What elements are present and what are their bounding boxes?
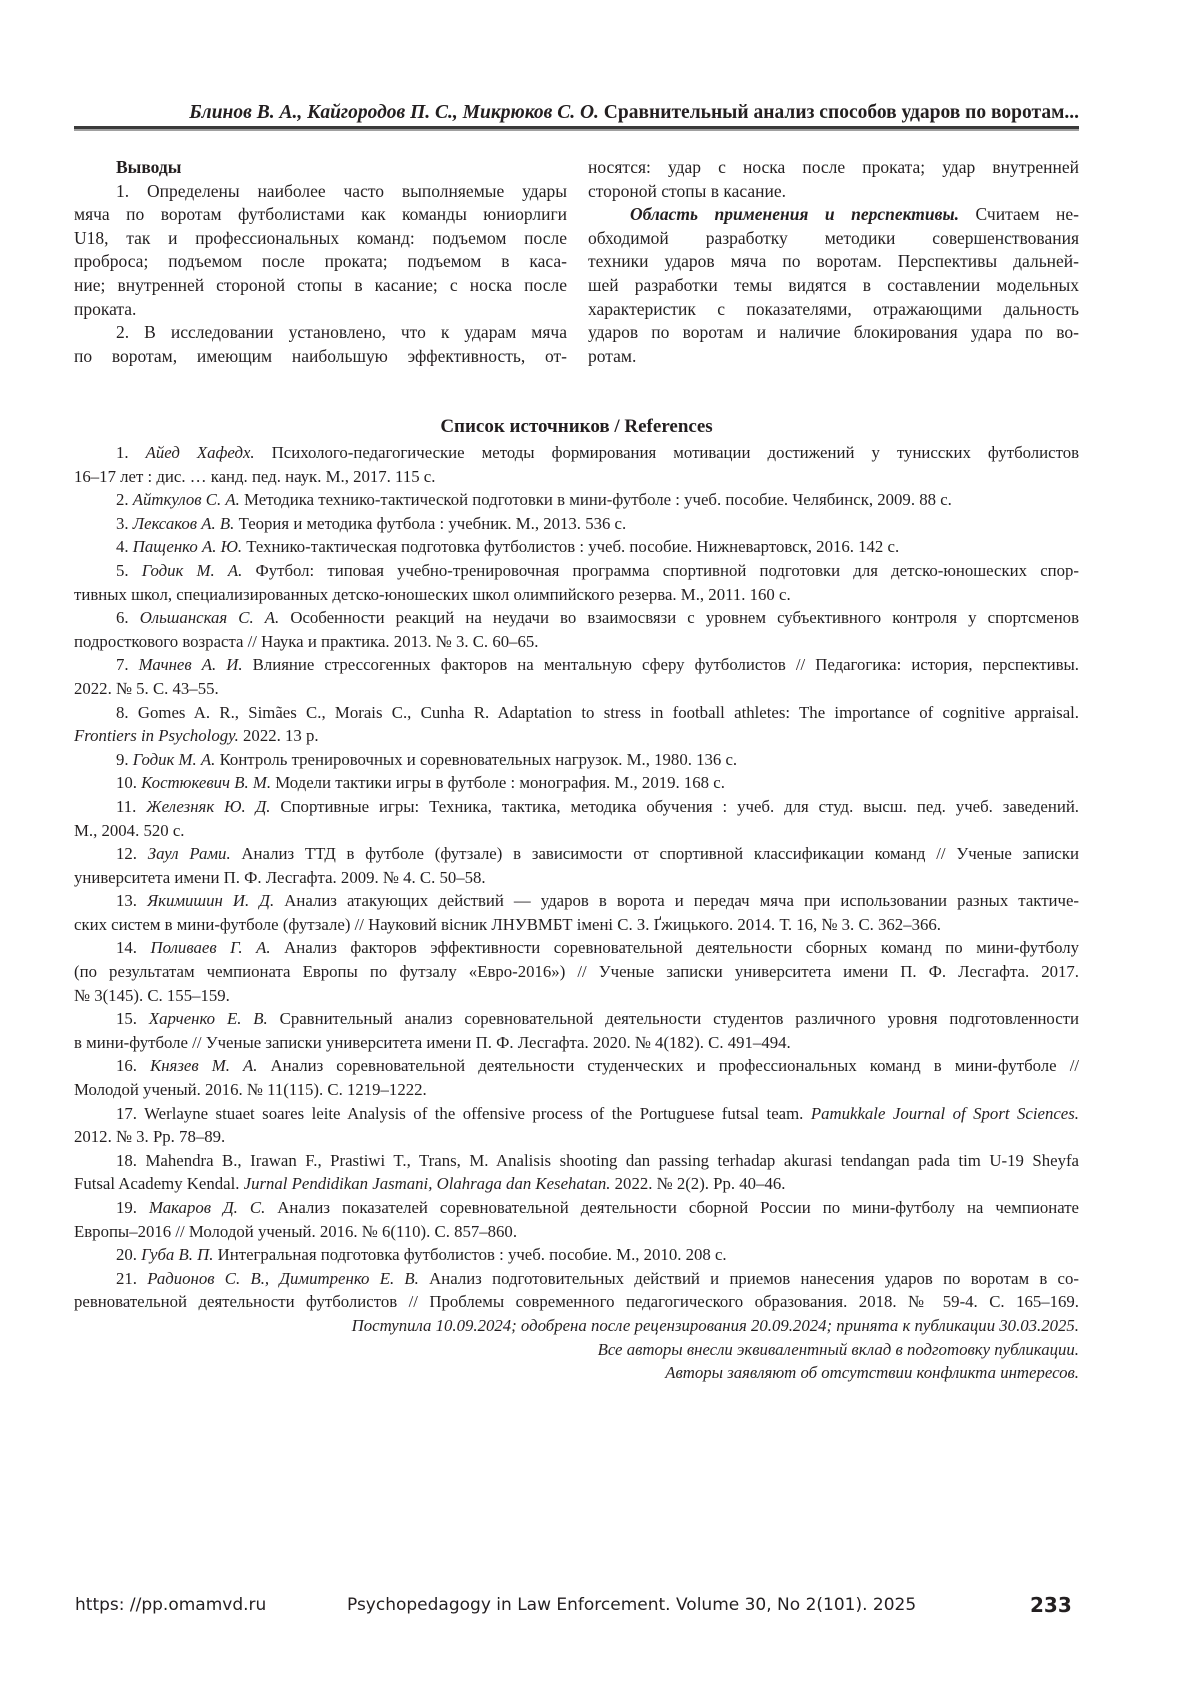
reference-line [74,842,1079,866]
text-segment: тивных школ, специализированных детско-юношеских школ олимпийского резерва. М., 2011. 160 с. [74,584,791,604]
text-segment: ударов по воротам и наличие блокирования удара по во- [588,322,1079,343]
paragraph-line [74,203,567,227]
text-segment: мяча по воротам футболистами как команды юниорлиги [74,204,567,225]
text-segment: 4. [116,537,133,557]
italic-segment: Макаров Д. С. [148,1198,266,1217]
reference-line [74,1054,1079,1078]
reference-line [74,583,1079,607]
text-segment: (по результатам чемпионата Европы по футзалу «Евро-2016») // Ученые записки университета имени П. Ф. Лесгафта. 2017. [74,962,1079,982]
text-segment: 18. Mahendra B., Irawan F., Prastiwi T., Trans, M. Analisis shooting dan passing terhadap akurasi tendangan pada tim U-19 Sheyfa [116,1150,1079,1170]
italic-segment: Железняк Ю. Д. [146,796,271,816]
text-segment: 10. [116,773,142,793]
text-segment: 12. [116,844,148,864]
header-authors: Блинов В. А., Кайгородов П. С., Микрюков С. О. [189,102,599,123]
reference-line [74,795,1079,819]
paragraph-line [588,345,1079,369]
reference-line [74,606,1079,630]
text-segment: 5. [116,560,142,580]
reference-line [74,535,1079,559]
text-segment: Анализ показателей соревновательной деятельности сборной России по мини-футболу на чемпионате [265,1198,1080,1217]
text-segment: Контроль тренировочных и соревновательных нагрузок. М., 1980. 136 с. [215,749,738,769]
italic-segment: Pamukkale Journal of Sport Sciences. [810,1103,1079,1123]
text-segment: Анализ соревновательной деятельности студенческих и профессиональных команд в мини-футболе // [257,1056,1080,1076]
text-segment: ние; внутренней стороной стопы в касание; с носка после [74,274,567,295]
reference-line [74,465,1079,489]
text-segment: университета имени П. Ф. Лесгафта. 2009. № 4. С. 50–58. [74,867,486,887]
reference-line [74,771,1079,795]
text-segment: Анализ факторов эффективности соревновательной деятельности сборных команд по мини-футболу [270,938,1080,958]
italic-segment: Поливаев Г. А. [150,938,271,958]
text-segment: Футбол: типовая учебно-тренировочная программа спортивной подготовки для детско-юношеских спор- [242,560,1079,580]
text-segment: Методика технико-тактической подготовки в мини-футболе : учеб. пособие. Челябинск, 2009. 88 с. [239,490,952,510]
text-segment: Влияние стрессогенных факторов на ментальную сферу футболистов // Педагогика: история, перспективы. [242,655,1080,675]
reference-line [74,724,1079,748]
reference-line [74,936,1079,960]
text-segment: Особенности реакций на неудачи во взаимосвязи с уровнем субъективного контроля у спортсменов [279,608,1079,628]
text-segment: проката. [74,298,137,319]
text-segment: 2022. № 5. С. 43–55. [74,678,219,698]
paragraph-line [588,274,1079,298]
paragraph-line [74,180,567,204]
text-segment: ских систем в мини-футболе (футзале) // Науковий вісник ЛНУВМБТ імені С. З. Ґжицького. 2014. Т. 16, № 3. С. 362–366. [74,914,941,934]
reference-line [74,559,1079,583]
text-segment: 16. [116,1056,151,1076]
paragraph-line [74,156,567,180]
text-segment: 20. [116,1245,142,1265]
references-title: Список источников / References [440,416,713,437]
paragraph-line [74,321,567,345]
references-list [74,441,1079,1385]
running-header [74,100,1079,126]
reference-line [74,1102,1079,1126]
text-segment: Сравнительный анализ соревновательной деятельности студентов различного уровня подготовленности [267,1009,1079,1029]
text-segment: подросткового возраста // Наука и практика. 2013. № 3. С. 60–65. [74,631,539,651]
publication-note: Авторы заявляют об отсутствии конфликта интересов. [665,1363,1079,1383]
text-segment: 2. [116,490,133,510]
reference-line [74,889,1079,913]
text-segment: 14. [116,938,151,958]
text-segment: техники ударов мяча по воротам. Перспективы дальней- [588,251,1079,272]
paragraph-line [74,298,567,322]
bold-segment: Область применения и перспективы. [630,204,959,225]
reference-line [74,1125,1079,1149]
text-segment: 2012. № 3. Pp. 78–89. [74,1127,226,1147]
text-segment: Молодой ученый. 2016. № 11(115). С. 1219–1222. [74,1080,427,1100]
italic-segment: Костюкевич В. М. [141,773,272,793]
text-segment: Интегральная подготовка футболистов : учеб. пособие. М., 2010. 208 с. [213,1245,727,1265]
text-segment: 6. [116,608,140,628]
reference-line [74,653,1079,677]
italic-segment: Радионов С. В., Димитренко Е. В. [147,1268,419,1288]
reference-line [74,1220,1079,1244]
italic-segment: Мачнев А. И. [138,655,243,675]
reference-line [74,701,1079,725]
text-segment: М., 2004. 520 с. [74,820,185,840]
paragraph-line [588,156,1079,180]
italic-segment: Губа В. П. [141,1245,214,1265]
publication-notes [74,1314,1079,1385]
text-segment: Технико-тактическая подготовка футболистов : учеб. пособие. Нижневартовск, 2016. 142 с. [242,537,900,557]
text-segment: 9. [116,749,133,769]
text-segment: 2022. 13 p. [238,726,319,746]
text-segment: U18, так и профессиональных команд: подъемом после [74,227,567,248]
reference-line [74,488,1079,512]
paragraph-line [74,227,567,251]
reference-line [74,441,1079,465]
page-number: 233 [1030,1593,1072,1617]
reference-line [74,984,1079,1008]
header-divider [74,126,1079,131]
reference-line [74,1290,1079,1314]
italic-segment: Харченко Е. В. [148,1009,268,1029]
text-segment: Европы–2016 // Молодой ученый. 2016. № 6(110). С. 857–860. [74,1221,518,1241]
italic-segment: Айед Хафедх. [145,443,255,462]
text-segment: 1. Определены наиболее часто выполняемые удары [116,180,567,201]
text-segment: 16–17 лет : дис. … канд. пед. наук. М., 2017. 115 с. [74,466,436,486]
text-segment: 7. [116,655,139,675]
italic-segment: Годик М. А. [132,749,216,769]
italic-segment: Годик М. А. [141,560,243,580]
italic-segment: Jurnal Pendidikan Jasmani, Olahraga dan Kesehatan. [243,1174,611,1194]
reference-line [74,677,1079,701]
header-title: Сравнительный анализ способов ударов по воротам... [598,102,1079,123]
text-segment: обходимой разработку методики совершенствования [588,227,1079,248]
bold-segment: Выводы [116,157,182,177]
publication-note: Все авторы внесли эквивалентный вклад в подготовку публикации. [597,1339,1079,1359]
italic-segment: Заул Рами. [147,844,231,864]
reference-line [74,1196,1079,1220]
italic-segment: Ольшанская С. А. [139,608,280,628]
reference-line [74,748,1079,772]
reference-line [74,512,1079,536]
paragraph-line [588,250,1079,274]
text-segment: Спортивные игры: Техника, тактика, методика обучения : учеб. для студ. высш. пед. учеб. заведений. [270,796,1079,816]
reference-line [74,630,1079,654]
text-segment: ротам. [588,345,637,366]
text-segment: Теория и методика футбола : учебник. М., 2013. 536 с. [234,513,627,533]
italic-segment: Frontiers in Psychology. [74,726,239,746]
reference-line [74,1172,1079,1196]
text-segment: 17. Werlayne stuaet soares leite Analysis of the offensive process of the Portuguese futsal team. [116,1103,811,1123]
text-segment: Считаем не- [958,204,1079,225]
paragraph-line [588,298,1079,322]
paragraph-line [74,345,567,369]
text-segment: № 3(145). С. 155–159. [74,985,230,1005]
text-segment: 8. Gomes A. R., Simães C., Morais C., Cunha R. Adaptation to stress in football athletes: The importance of cognitive appraisal. [116,702,1079,722]
reference-line [74,1031,1079,1055]
publication-note: Поступила 10.09.2024; одобрена после рецензирования 20.09.2024; принята к публикации 30.03.2025. [351,1315,1079,1335]
text-segment: ревновательной деятельности футболистов // Проблемы современного педагогического образования. 2018. № 59-4. С. 165–169. [74,1292,1079,1312]
reference-line [74,866,1079,890]
reference-line [74,819,1079,843]
text-segment: Психолого-педагогические методы формирования мотивации достижений у тунисских футболистов [254,443,1080,462]
paragraph-line [588,203,1079,227]
reference-line [74,960,1079,984]
text-segment: Анализ подготовительных действий и приемов нанесения ударов по воротам в со- [418,1268,1079,1288]
text-segment: носятся: удар с носка после проката; удар внутренней [588,157,1079,177]
reference-line [74,1007,1079,1031]
text-segment: 19. [116,1198,149,1217]
text-segment: 2. В исследовании установлено, что к ударам мяча [116,322,567,343]
paragraph-line [588,321,1079,345]
text-segment: Модели тактики игры в футболе : монография. М., 2019. 168 с. [271,773,725,793]
paragraph-line [74,250,567,274]
text-segment: 21. [116,1268,148,1288]
body-column-right [588,156,1079,368]
page-footer [0,1592,1200,1618]
paragraph-line [74,274,567,298]
text-segment: Futsal Academy Kendal. [74,1174,244,1194]
reference-line [74,1149,1079,1173]
body-column-left [74,156,567,368]
italic-segment: Пащенко А. Ю. [132,537,243,557]
italic-segment: Айткулов С. А. [132,490,240,510]
italic-segment: Якимишин И. Д. [147,891,275,911]
text-segment: Анализ ТТД в футболе (футзале) в зависимости от спортивной классификации команд // Ученые записки [230,844,1080,864]
reference-line [74,1243,1079,1267]
reference-line [74,913,1079,937]
text-segment: проброса; подъемом после проката; подъемом в каса- [74,251,567,272]
paragraph-line [588,180,1079,204]
italic-segment: Лексаков А. В. [132,513,235,533]
text-segment: характеристик с показателями, отражающими дальность [588,298,1079,319]
text-segment: 15. [116,1009,149,1029]
text-segment: стороной стопы в касание. [588,180,786,201]
text-segment: 13. [116,891,148,911]
paragraph-line [588,227,1079,251]
text-segment: по воротам, имеющим наибольшую эффективность, от- [74,345,567,366]
text-segment: шей разработки темы видятся в составлении модельных [588,274,1079,295]
text-segment: 1. [116,443,146,462]
text-segment: 3. [116,513,133,533]
reference-line [74,1267,1079,1291]
journal-citation: Psychopedagogy in Law Enforcement. Volume 30, No 2(101). 2025 [347,1595,917,1615]
text-segment: в мини-футболе // Ученые записки университета имени П. Ф. Лесгафта. 2020. № 4(182). С. 491–494. [74,1032,791,1052]
text-segment: 2022. № 2(2). Pp. 40–46. [610,1174,786,1194]
text-segment: Анализ атакующих действий — ударов в ворота и передач мяча при использовании разных тактиче- [274,891,1079,911]
journal-url-link[interactable]: https: //pp.omamvd.ru [75,1595,267,1615]
text-segment: 11. [116,796,147,816]
italic-segment: Князев М. А. [150,1056,258,1076]
reference-line [74,1078,1079,1102]
